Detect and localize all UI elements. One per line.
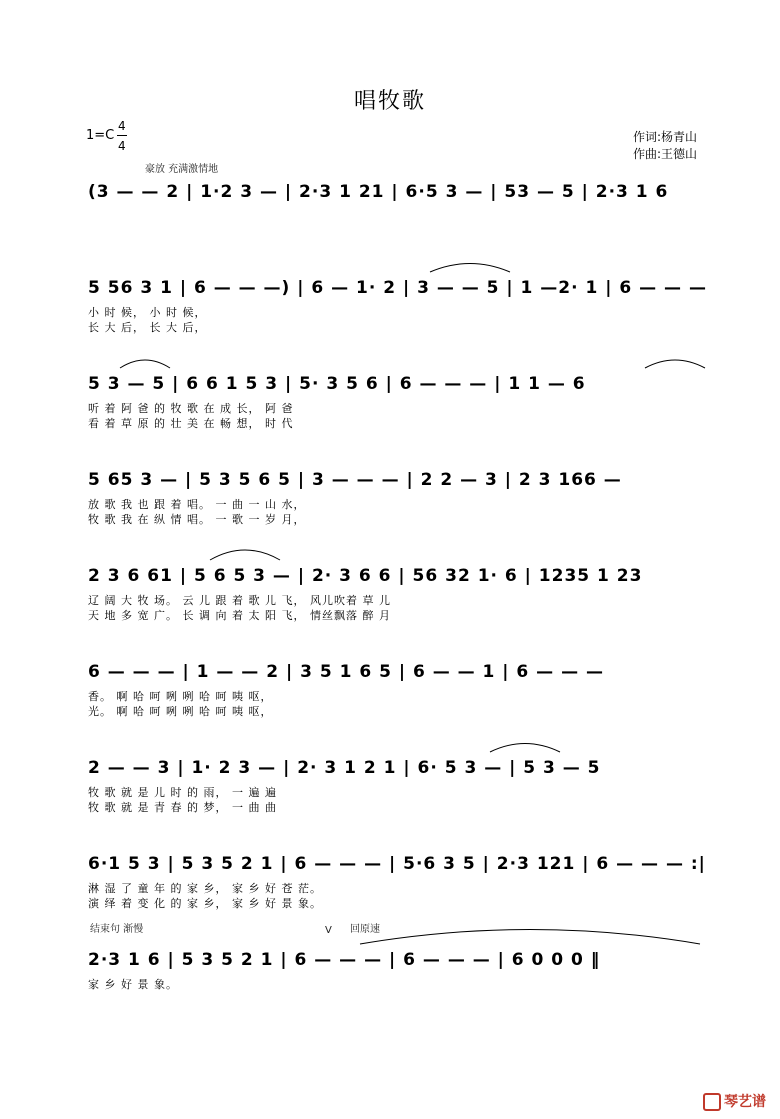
slur-arc (490, 744, 560, 753)
tempo-mark-end: 结束句 渐慢 (90, 924, 144, 935)
song-title: 唱牧歌 (353, 89, 426, 114)
lyrics-verse-1: 放 歌 我 也 跟 着 唱。 一 曲 一 山 水， (88, 498, 306, 511)
notes-line: 5 3 — 5 | 6 6 1 5 3 | 5· 3 5 6 | 6 — — — | 1 1 — 6 (88, 374, 586, 394)
notes-line: (3 — — 2 | 1·2 3 — | 2·3 1 21 | 6·5 3 — | 53 — 5 | 2·3 1 6 (88, 182, 669, 202)
time-signature-top: 4 (118, 119, 126, 133)
lyricist-credit: 作词:杨青山 (633, 130, 698, 144)
notes-line: 5 56 3 1 | 6 — — —) | 6 — 1· 2 | 3 — — 5 | 1 —2· 1 | 6 — — — (88, 278, 707, 298)
composer-credit: 作曲:王德山 (633, 147, 698, 161)
lyrics-verse-2: 牧 歌 就 是 青 春 的 梦， 一 曲 曲 (88, 801, 277, 814)
lyrics-verse-2: 看 着 草 原 的 壮 美 在 畅 想， 时 代 (88, 417, 294, 430)
lyrics-verse-2: 光。 啊 哈 呵 咧 咧 哈 呵 咦 呕， (88, 705, 273, 718)
watermark-text: 琴艺谱 (724, 1094, 766, 1110)
lyrics-verse-2: 天 地 多 宽 广。 长 调 向 着 太 阳 飞， 情丝飘落 醉 月 (88, 609, 391, 622)
notes-line: 2 3 6 61 | 5 6 5 3 — | 2· 3 6 6 | 56 32 1· 6 | 1235 1 23 (88, 566, 643, 586)
slur-arc (645, 360, 705, 368)
slur-arc (360, 930, 700, 945)
breath-mark: V (325, 925, 332, 936)
lyrics-verse-1: 小 时 候， 小 时 候， (88, 306, 207, 319)
notes-line: 6·1 5 3 | 5 3 5 2 1 | 6 — — — | 5·6 3 5 | 2·3 121 | 6 — — — :| (88, 854, 706, 874)
slur-arc (210, 550, 280, 560)
watermark-logo (703, 1091, 766, 1111)
lyrics-verse-2: 长 大 后， 长 大 后， (88, 321, 207, 334)
key-signature: 1=C (86, 128, 115, 143)
lyrics-verse-2: 演 绎 着 变 化 的 家 乡， 家 乡 好 景 象。 (88, 897, 322, 910)
slur-arc (430, 264, 510, 273)
logo-icon (703, 1093, 721, 1111)
tempo-mark-start: 豪放 充满激情地 (145, 164, 219, 175)
time-signature-bottom: 4 (118, 139, 126, 153)
notes-line: 5 65 3 — | 5 3 5 6 5 | 3 — — — | 2 2 — 3 | 2 3 166 — (88, 470, 622, 490)
lyrics-verse-1: 辽 阔 大 牧 场。 云 儿 跟 着 歌 儿 飞， 风儿吹着 草 儿 (88, 594, 391, 607)
lyrics-verse-2: 牧 歌 我 在 纵 情 唱。 一 歌 一 岁 月， (88, 513, 306, 526)
notes-line: 2·3 1 6 | 5 3 5 2 1 | 6 — — — | 6 — — — | 6 0 0 0 ‖ (88, 950, 601, 970)
lyrics-verse-1: 香。 啊 哈 呵 咧 咧 哈 呵 咦 呕， (88, 690, 273, 703)
notes-line: 6 — — — | 1 — — 2 | 3 5 1 6 5 | 6 — — 1 | 6 — — — (88, 662, 604, 682)
tempo-mark-back: 回原速 (350, 924, 380, 935)
lyrics-verse-1: 牧 歌 就 是 儿 时 的 雨， 一 遍 遍 (88, 786, 277, 799)
lyrics-verse-1: 家 乡 好 景 象。 (88, 978, 178, 991)
notes-line: 2 — — 3 | 1· 2 3 — | 2· 3 1 2 1 | 6· 5 3 — | 5 3 — 5 (88, 758, 601, 778)
lyrics-verse-1: 淋 湿 了 童 年 的 家 乡， 家 乡 好 苍 茫。 (88, 882, 322, 895)
lyrics-verse-1: 听 着 阿 爸 的 牧 歌 在 成 长， 阿 爸 (88, 402, 294, 415)
slur-arc (120, 360, 170, 368)
